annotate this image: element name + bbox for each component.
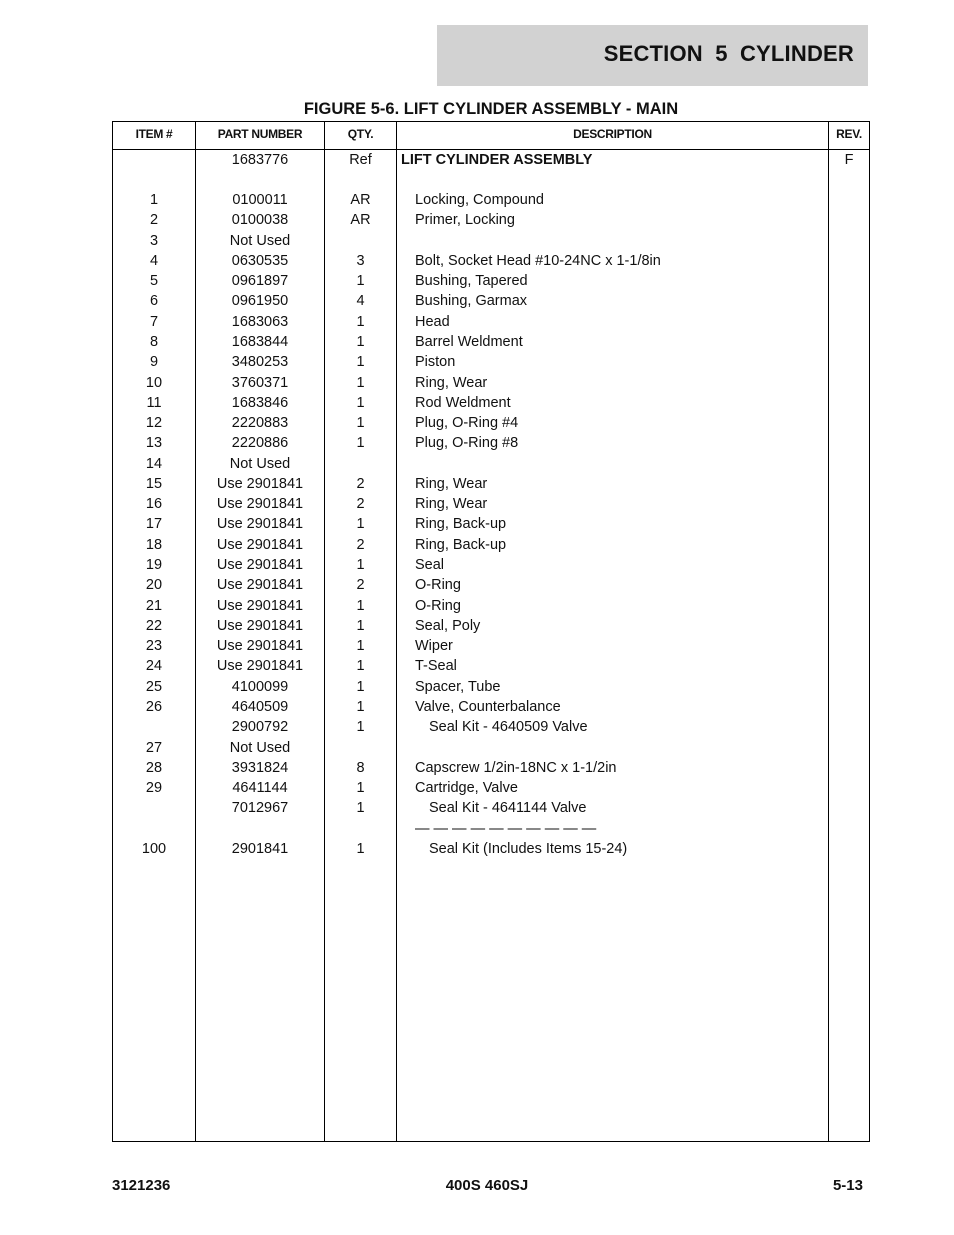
table-row (113, 373, 869, 393)
description-cell: LIFT CYLINDER ASSEMBLY (401, 152, 593, 168)
description-cell: Bolt, Socket Head #10-24NC x 1-1/8in (415, 252, 661, 269)
item-cell: 25 (145, 678, 163, 695)
part-number-cell: 0961950 (231, 293, 289, 310)
part-number-cell: 3931824 (231, 759, 289, 776)
description-cell: Bushing, Tapered (415, 273, 528, 290)
qty-cell: 1 (356, 516, 365, 533)
qty-cell: 1 (356, 313, 365, 330)
part-number-cell: Use 2901841 (216, 496, 304, 513)
part-number-cell: 2900792 (231, 719, 289, 736)
item-cell: 11 (146, 394, 162, 411)
description-cell: O-Ring (415, 577, 461, 594)
description-cell: Seal Kit - 4640509 Valve (429, 719, 588, 736)
column-header-item: ITEM # (135, 127, 173, 141)
description-cell: Locking, Compound (415, 192, 544, 208)
qty-cell: 1 (356, 638, 365, 655)
part-number-cell: 2220886 (231, 435, 289, 452)
qty-cell: 1 (356, 658, 365, 675)
item-cell: 4 (149, 252, 159, 269)
part-number-cell: Use 2901841 (216, 658, 304, 675)
table-row (113, 190, 869, 210)
item-cell: 100 (141, 840, 167, 857)
table-row (113, 616, 869, 636)
qty-cell: 1 (356, 719, 365, 736)
qty-cell: 1 (356, 699, 365, 715)
part-number-cell: 7012967 (231, 800, 289, 817)
part-number-cell: 2901841 (231, 840, 289, 857)
qty-cell: 1 (356, 840, 365, 857)
description-cell: Head (415, 313, 450, 330)
figure-title: FIGURE 5-6. LIFT CYLINDER ASSEMBLY - MAIN (303, 100, 679, 118)
qty-cell: 1 (356, 597, 365, 614)
part-number-cell: 4641144 (232, 780, 288, 797)
table-row (113, 819, 869, 839)
table-row (113, 798, 869, 818)
table-row (113, 514, 869, 534)
qty-cell: 1 (356, 557, 365, 574)
column-header-part-number: PART NUMBER (217, 127, 303, 141)
qty-cell: 1 (356, 394, 365, 411)
part-number-cell: Not Used (229, 232, 291, 249)
table-row (113, 738, 869, 758)
part-number-cell: 1683844 (231, 333, 289, 350)
item-cell: 3 (149, 232, 159, 249)
table-row (113, 758, 869, 778)
item-cell: 14 (145, 455, 163, 472)
table-row (113, 596, 869, 616)
item-cell: 7 (149, 313, 159, 330)
part-number-cell: Use 2901841 (216, 617, 304, 634)
part-number-cell: 4640509 (231, 699, 289, 715)
description-cell: Ring, Back-up (415, 516, 507, 533)
qty-cell: Ref (349, 152, 372, 168)
table-row (113, 474, 869, 494)
column-header-qty: QTY. (347, 127, 374, 141)
table-row (113, 251, 869, 271)
table-row (113, 778, 869, 798)
table-row (113, 231, 869, 251)
description-cell: Plug, O-Ring #8 (415, 435, 519, 452)
item-cell: 9 (149, 354, 159, 371)
part-number-cell: Use 2901841 (216, 597, 304, 614)
part-number-cell: 0961897 (231, 273, 289, 290)
description-cell: Ring, Wear (415, 475, 488, 492)
table-row (113, 271, 869, 291)
table-row (113, 433, 869, 453)
description-cell: Seal Kit - 4641144 Valve (429, 800, 587, 817)
item-cell: 8 (149, 333, 159, 350)
part-number-cell: 0100011 (232, 192, 288, 208)
table-row (113, 656, 869, 676)
description-cell: Barrel Weldment (415, 333, 523, 350)
item-cell: 10 (145, 374, 163, 391)
qty-cell: 1 (356, 780, 365, 797)
qty-cell: 1 (356, 415, 365, 432)
table-row (113, 494, 869, 514)
item-cell: 24 (145, 658, 163, 675)
qty-cell: 4 (356, 293, 365, 310)
item-cell: 22 (145, 617, 163, 634)
table-row (113, 535, 869, 555)
item-cell: 29 (145, 780, 163, 797)
qty-cell: 3 (356, 252, 365, 269)
part-number-cell: 1683063 (231, 313, 289, 330)
table-row (113, 555, 869, 575)
part-number-cell: Use 2901841 (216, 516, 304, 533)
item-cell: 26 (145, 699, 163, 715)
table-row (113, 291, 869, 311)
section-banner (437, 25, 868, 86)
description-cell: Seal (415, 557, 445, 574)
table-row (113, 636, 869, 656)
description-cell: Rod Weldment (415, 394, 511, 411)
item-cell: 23 (145, 638, 163, 655)
qty-cell: 1 (356, 435, 365, 452)
description-cell: Ring, Back-up (415, 536, 507, 553)
description-cell: Primer, Locking (415, 212, 515, 229)
table-row (113, 413, 869, 433)
qty-cell: 1 (356, 678, 365, 695)
item-cell: 17 (145, 516, 163, 533)
part-number-cell: 3760371 (231, 374, 289, 391)
qty-cell: 1 (356, 354, 365, 371)
description-cell: T-Seal (415, 658, 457, 675)
part-number-cell: Use 2901841 (216, 475, 304, 492)
part-number-cell: 1683846 (231, 394, 289, 411)
table-row (113, 150, 869, 170)
qty-cell: 2 (356, 577, 365, 594)
item-cell: 2 (149, 212, 159, 229)
table-row (113, 393, 869, 413)
parts-table (112, 121, 870, 1142)
footer-model: 400S 460SJ (445, 1177, 529, 1194)
item-cell: 15 (145, 475, 163, 492)
description-cell: Capscrew 1/2in-18NC x 1-1/2in (415, 759, 617, 776)
item-cell: 28 (145, 759, 163, 776)
description-cell: O-Ring (415, 597, 461, 614)
footer-page-number: 5-13 (832, 1177, 863, 1194)
part-number-cell: 4100099 (231, 678, 289, 695)
item-cell: 6 (149, 293, 159, 310)
column-header-description: DESCRIPTION (573, 127, 652, 141)
description-cell: Piston (415, 354, 456, 371)
part-number-cell: 3480253 (231, 354, 289, 371)
qty-cell: 2 (356, 536, 365, 553)
item-cell: 19 (145, 557, 163, 574)
qty-cell: 1 (356, 374, 365, 391)
qty-cell: 1 (356, 333, 365, 350)
item-cell: 12 (145, 415, 163, 432)
footer-doc-number: 3121236 (112, 1177, 171, 1194)
description-cell: Valve, Counterbalance (415, 699, 561, 715)
table-row (113, 352, 869, 372)
item-cell: 13 (145, 435, 163, 452)
description-cell: Ring, Wear (415, 374, 488, 391)
item-cell: 16 (145, 496, 163, 513)
part-number-cell: Use 2901841 (216, 536, 304, 553)
table-row (113, 717, 869, 737)
item-cell: 21 (145, 597, 163, 614)
part-number-cell: 0100038 (231, 212, 289, 229)
description-cell: Plug, O-Ring #4 (415, 415, 519, 432)
table-row (113, 332, 869, 352)
section-title: SECTION 5 CYLINDER (603, 41, 854, 66)
description-cell: Spacer, Tube (415, 678, 501, 695)
table-row (113, 697, 869, 717)
part-number-cell: 0630535 (231, 252, 289, 269)
table-row (113, 454, 869, 474)
part-number-cell: Not Used (229, 739, 291, 756)
description-cell: Wiper (415, 638, 453, 655)
part-number-cell: 1683776 (231, 152, 289, 168)
item-cell: 1 (149, 192, 159, 208)
qty-cell: AR (350, 212, 371, 229)
part-number-cell: 2220883 (231, 415, 289, 432)
item-cell: 20 (145, 577, 163, 594)
qty-cell: AR (350, 192, 371, 208)
part-number-cell: Use 2901841 (216, 557, 304, 574)
qty-cell: 2 (356, 496, 365, 513)
item-cell: 5 (149, 273, 159, 290)
description-cell: Bushing, Garmax (415, 293, 528, 310)
qty-cell: 1 (356, 273, 365, 290)
qty-cell: 8 (356, 759, 365, 776)
table-row (113, 575, 869, 595)
description-cell: Ring, Wear (415, 496, 488, 513)
part-number-cell: Not Used (229, 455, 291, 472)
qty-cell: 2 (356, 475, 365, 492)
part-number-cell: Use 2901841 (216, 638, 304, 655)
qty-cell: 1 (356, 800, 365, 817)
table-row (113, 210, 869, 230)
rev-cell: F (844, 152, 854, 168)
table-row (113, 312, 869, 332)
column-header-rev: REV. (836, 127, 862, 141)
part-number-cell: Use 2901841 (216, 577, 304, 594)
qty-cell: 1 (356, 617, 365, 634)
item-cell: 27 (145, 739, 163, 756)
table-row (113, 677, 869, 697)
table-row (113, 839, 869, 859)
description-cell: Seal, Poly (415, 617, 481, 634)
description-cell: Cartridge, Valve (415, 780, 518, 797)
item-cell: 18 (145, 536, 163, 553)
description-cell: Seal Kit (Includes Items 15-24) (429, 840, 628, 857)
description-cell: — — — — — — — — — — (415, 820, 597, 837)
